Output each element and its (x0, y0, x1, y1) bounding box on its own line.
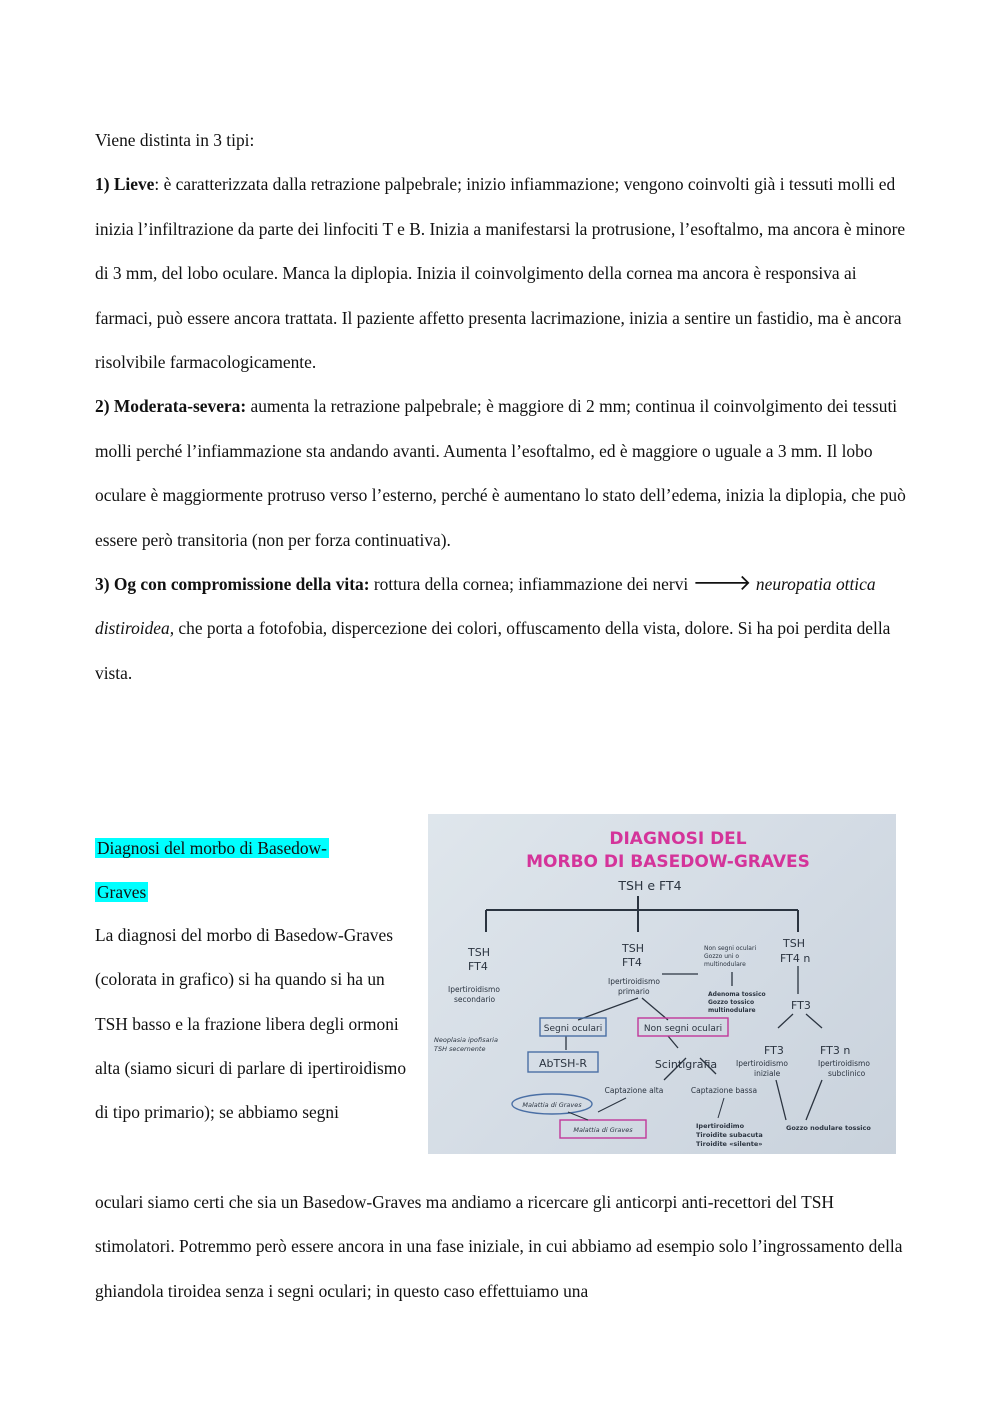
slide-title-1: DIAGNOSI DEL (609, 829, 747, 849)
mid-desc-2: primario (618, 987, 650, 996)
adenoma-2: Gozzo tossico (708, 999, 755, 1006)
diagnosis-paragraph-column: La diagnosi del morbo di Basedow-Graves (colorata in grafico) si ha quando si ha un TSH basso e la frazione libera degli ormoni alta (siamo sicuri di parlare di ipertiroidismo di tipo primario); se abbiamo segni (95, 924, 407, 1123)
left-tsh: TSH (468, 946, 490, 959)
adenoma-1: Adenoma tossico (708, 991, 766, 998)
heading-line-1: Diagnosi del morbo di Basedow- (97, 838, 327, 858)
type-2-text: aumenta la retrazione palpebrale; è maggiore di 2 mm; continua il coinvolgimento dei tessuti molli perché l’infiammazione sta andando avanti. Aumenta l’esoftalmo, ed è maggiore o uguale a 3 mm. Il lobo oculare è maggiormente protruso verso l’esterno, perché è aumentano lo stato dell’edema, inizia la diplopia, che può essere però transitoria (non per forza continuativa). (95, 396, 906, 550)
mid-ft4: FT4 (622, 956, 642, 969)
heading-line-2: Graves (97, 882, 147, 903)
segni-oculari-box: Segni oculari (543, 1024, 603, 1034)
flowchart-diagram (428, 814, 896, 1154)
left-ft4: FT4 (468, 960, 488, 973)
mid-desc-1: Ipertiroidismo (608, 977, 660, 986)
ipertiroidimo-1: Ipertiroidimo (696, 1122, 745, 1130)
malattia-graves-box: Malattia di Graves (573, 1126, 633, 1134)
captazione-alta: Captazione alta (604, 1086, 664, 1095)
type-3-text-b: che porta a fotofobia, dispercezione dei colori, offuscamento della vista, dolore. Si ha poi perdita della vista. (95, 618, 891, 683)
type-2-paragraph (95, 384, 907, 562)
left-desc-2: secondario (454, 995, 496, 1004)
document-body (95, 118, 907, 695)
ft3-node: FT3 (791, 999, 811, 1012)
ft3-up-node: FT3 (764, 1044, 784, 1057)
ft3-n-desc-2: subclinico (828, 1069, 866, 1078)
right-arrow-icon: 🡒 (692, 571, 752, 597)
ipertiroidimo-2: Tiroidite subacuta (696, 1131, 763, 1139)
mid-note-1: Non segni oculari (704, 945, 757, 952)
right-ft4: FT4 n (780, 952, 811, 965)
type-3-italic: neuropatia ottica distiroidea, (95, 574, 876, 639)
scintigrafia-node: Scintigrafia (654, 1058, 718, 1071)
type-1-label: 1) Lieve (95, 174, 155, 195)
right-tsh: TSH (783, 937, 805, 950)
diagnosis-text-column (95, 826, 415, 1135)
diagnosis-paragraph-full: oculari siamo certi che sia un Basedow-Graves ma andiamo a ricercare gli anticorpi anti-recettori del TSH stimolatori. Potremmo però essere ancora in una fase iniziale, in cui abbiamo ad esempio solo l’ingrossamento della ghiandola tiroidea senza i segni oculari; in questo caso effettuiamo una (95, 1192, 903, 1301)
adenoma-3: multinodulare (708, 1007, 756, 1014)
ft3-n-node: FT3 n (820, 1044, 851, 1057)
type-3-text-a: rottura della cornea; infiammazione dei nervi (369, 574, 693, 595)
section-heading (95, 826, 415, 915)
ft3-up-desc-1: Ipertiroidismo (736, 1059, 788, 1068)
diagnosis-flowchart-photo (428, 814, 896, 1154)
type-1-text: : è caratterizzata dalla retrazione palpebrale; inizio infiammazione; vengono coinvolti già i tessuti molli ed inizia l’infiltrazione da parte dei linfociti T e B. Inizia a manifestarsi la protrusione, l’esoftalmo, ma ancora è minore di 3 mm, del lobo oculare. Manca la diplopia. Inizia il coinvolgimento della cornea ma ancora è responsiva ai farmaci, può essere ancora trattata. Il paziente affetto presenta lacrimazione, inizia a sentire un fastidio, ma è ancora risolvibile farmacologicamente. (95, 174, 906, 373)
mid-note-3: multinodulare (704, 961, 746, 968)
intro-line: Viene distinta in 3 tipi: (95, 130, 255, 150)
left-cause-2: TSH secernente (434, 1045, 486, 1053)
non-segni-oculari-box: Non segni oculari (643, 1024, 723, 1034)
captazione-bassa: Captazione bassa (690, 1086, 758, 1095)
ft3-n-desc-1: Ipertiroidismo (818, 1059, 870, 1068)
gozzo-nodulare-tossico: Gozzo nodulare tossico (786, 1124, 871, 1132)
malattia-graves-ellipse: Malattia di Graves (522, 1101, 582, 1109)
left-desc-1: Ipertiroidismo (448, 985, 500, 994)
left-cause-1: Neoplasia ipofisaria (434, 1036, 498, 1044)
type-2-label: 2) Moderata-severa: (95, 396, 247, 417)
abtsh-r-box: AbTSH-R (538, 1057, 588, 1070)
diagnosis-paragraph-continued (95, 1180, 907, 1313)
type-3-paragraph (95, 562, 907, 695)
slide-title-2: MORBO DI BASEDOW-GRAVES (526, 852, 810, 872)
mid-tsh: TSH (622, 942, 644, 955)
type-3-label: 3) Og con compromissione della vita: (95, 574, 370, 595)
root-node: TSH e FT4 (618, 878, 682, 893)
ft3-up-desc-2: iniziale (754, 1069, 781, 1078)
ipertiroidimo-3: Tiroidite «silente» (696, 1140, 763, 1148)
mid-note-2: Gozzo uni o (704, 953, 740, 960)
type-1-paragraph (95, 162, 907, 384)
